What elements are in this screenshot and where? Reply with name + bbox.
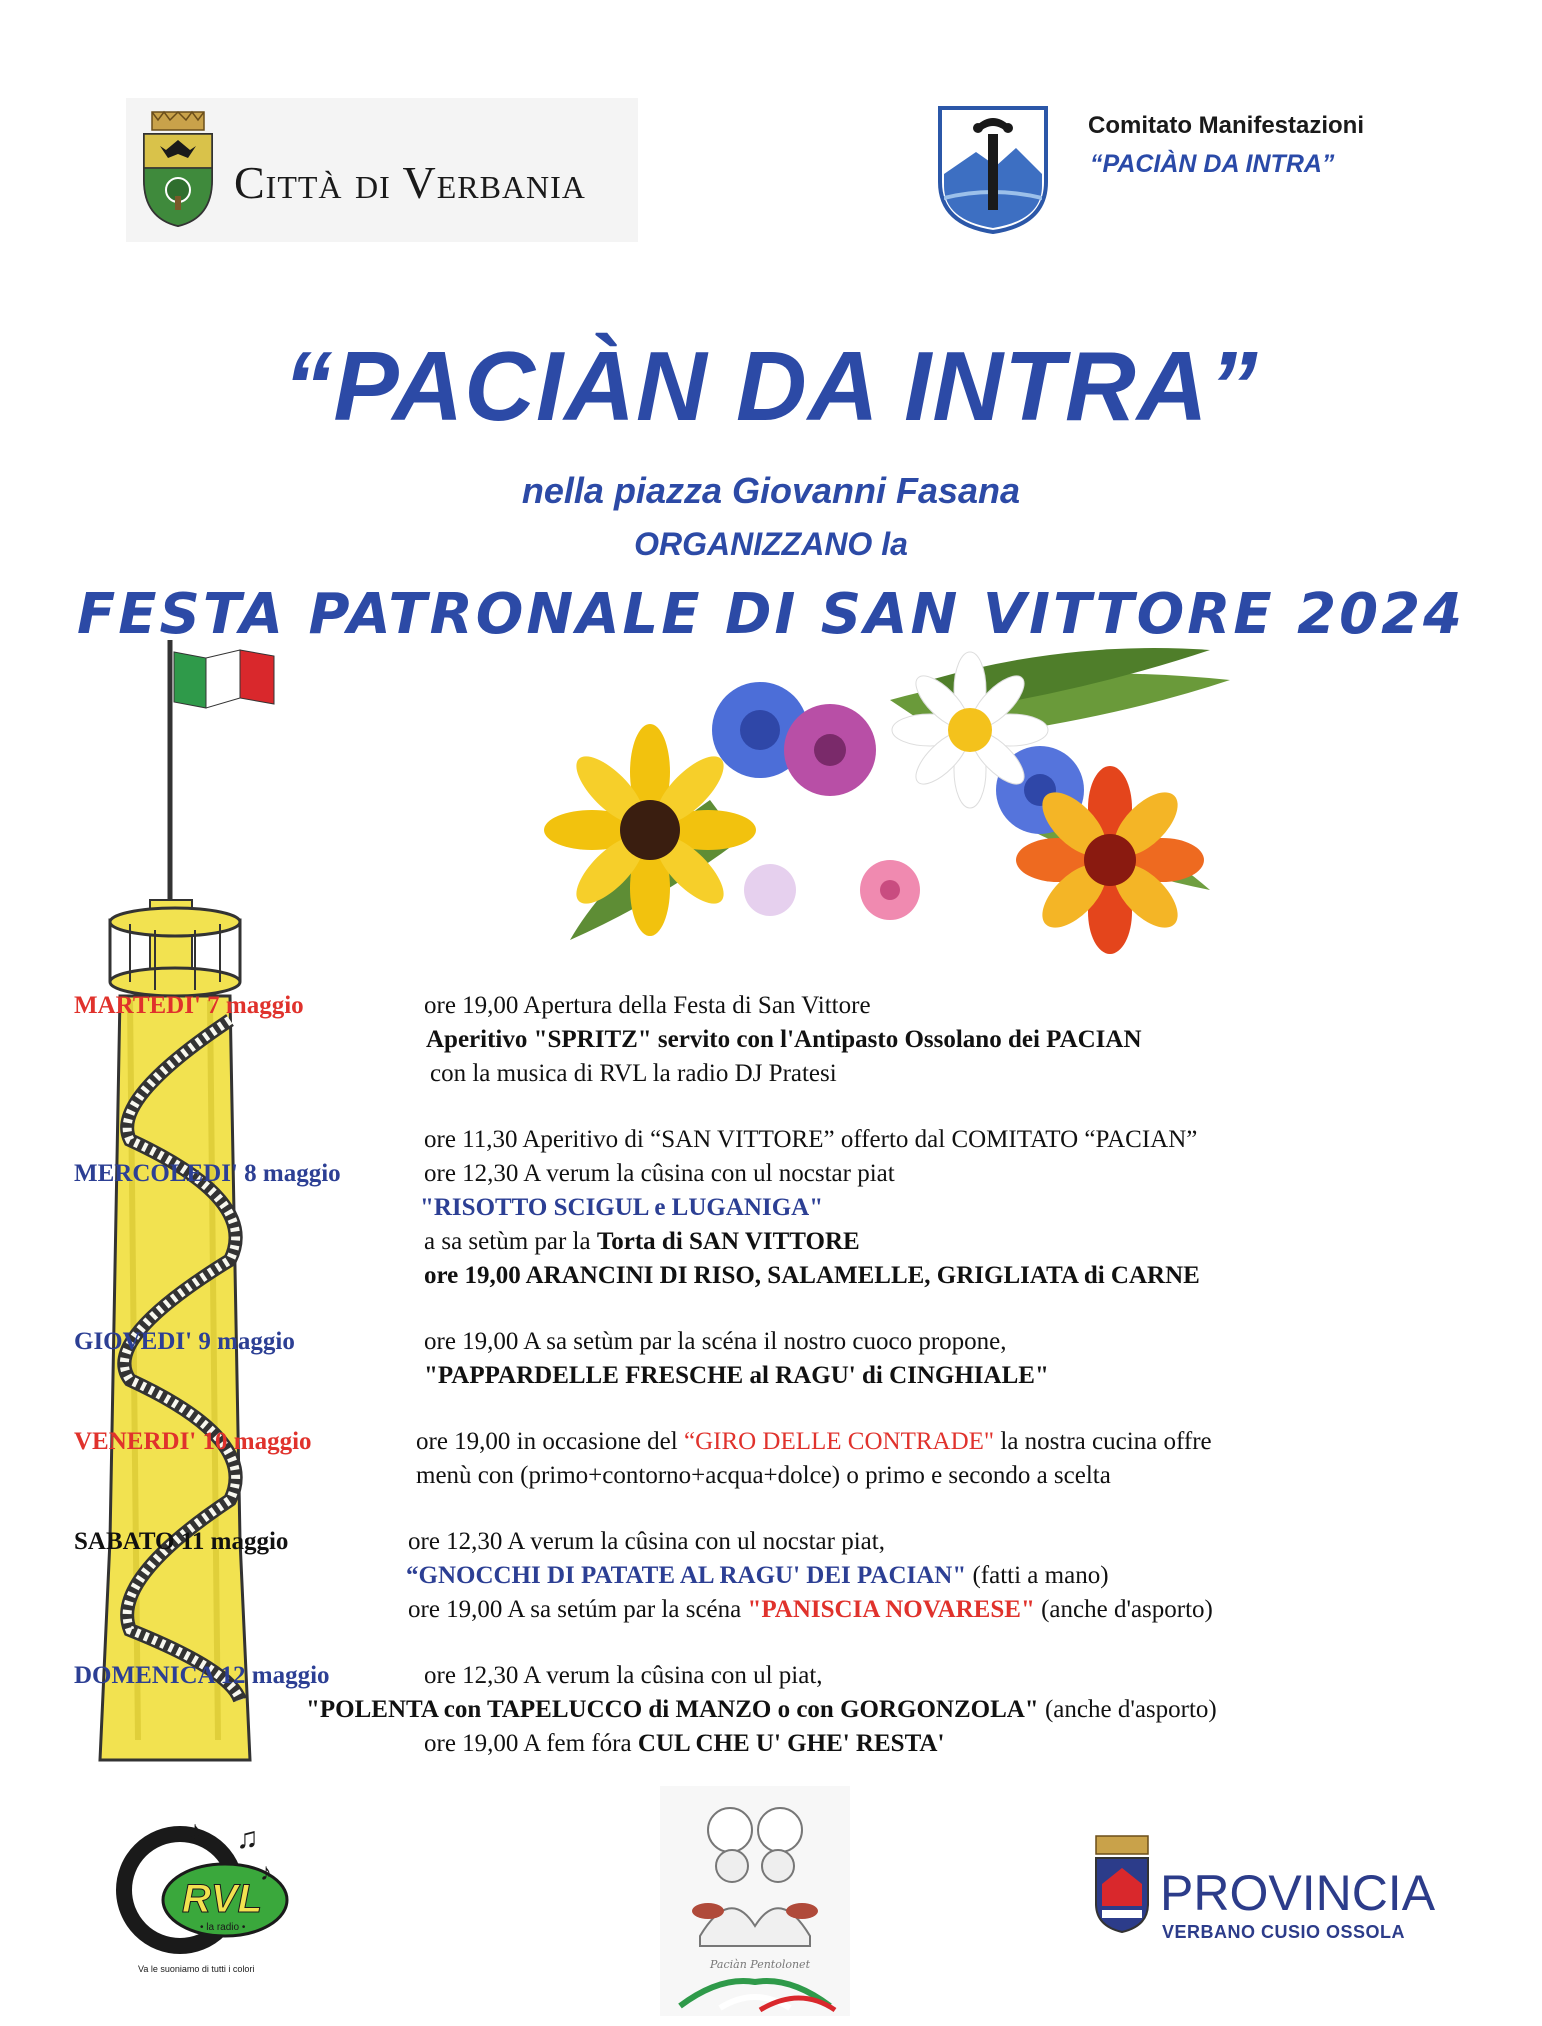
domenica-line1: ore 12,30 A verum la cûsina con ul piat,: [424, 1662, 823, 1689]
rvl-radio-logo: [110, 1800, 300, 1980]
day-domenica: DOMENICA 12 maggio: [74, 1662, 330, 1689]
festa-title: FESTA PATRONALE DI SAN VITTORE 2024: [76, 582, 1466, 647]
martedi-line2: Aperitivo "SPRITZ" servito con l'Antipasto Ossolano dei PACIAN: [426, 1026, 1142, 1053]
venerdi-giro-contrade: “GIRO DELLE CONTRADE": [683, 1428, 995, 1455]
domenica-line3-text: ore 19,00 A fem fóra: [424, 1730, 638, 1757]
venerdi-line1-end: la nostra cucina offre: [994, 1428, 1212, 1455]
giovedi-line1: ore 19,00 A sa setùm par la scéna il nostro cuoco propone,: [424, 1328, 1007, 1355]
venerdi-line1: [416, 1428, 1212, 1456]
mercoledi-line3-text: a sa setùm par la: [424, 1228, 597, 1255]
tower-illustration: [90, 640, 330, 1790]
chef-hat-icon: [708, 1808, 752, 1852]
mercoledi-line0: ore 11,30 Aperitivo di “SAN VITTORE” offerto dal COMITATO “PACIAN”: [424, 1126, 1198, 1153]
chef-logo: [660, 1786, 850, 2016]
mercoledi-line3: [424, 1228, 860, 1256]
venerdi-line2: menù con (primo+contorno+acqua+dolce) o primo e secondo a scelta: [416, 1462, 1111, 1489]
city-name: Città di Verbania: [234, 157, 586, 208]
domenica-dish: "POLENTA con TAPELUCCO di MANZO o con GORGONZOLA": [306, 1696, 1039, 1723]
mercoledi-line4: ore 19,00 ARANCINI DI RISO, SALAMELLE, GRIGLIATA di CARNE: [424, 1262, 1200, 1289]
sabato-paniscia: "PANISCIA NOVARESE": [747, 1596, 1035, 1623]
sabato-line3-text: ore 19,00 A sa setúm par la scéna: [408, 1596, 748, 1623]
day-martedi: MARTEDI' 7 maggio: [74, 992, 304, 1019]
sabato-line3-note: (anche d'asporto): [1034, 1596, 1213, 1623]
comitato-crest-icon: [936, 104, 1050, 234]
main-title: “PACIÀN DA INTRA”: [283, 331, 1259, 441]
day-sabato: SABATO 11 maggio: [74, 1528, 289, 1555]
day-giovedi: GIOVEDI' 9 maggio: [74, 1328, 295, 1355]
rvl-sub: • la radio •: [200, 1922, 246, 1933]
provincia-name: PROVINCIA: [1160, 1865, 1436, 1921]
sabato-dish-note: (fatti a mano): [966, 1562, 1109, 1589]
mercoledi-dish: "RISOTTO SCIGUL e LUGANIGA": [420, 1194, 824, 1221]
mercoledi-torta: Torta di SAN VITTORE: [596, 1228, 860, 1255]
martedi-line3: con la musica di RVL la radio DJ Pratesi: [430, 1060, 837, 1087]
domenica-resta: CUL CHE U' GHE' RESTA': [637, 1730, 945, 1757]
domenica-dish-note: (anche d'asporto): [1038, 1696, 1217, 1723]
subtitle-location: nella piazza Giovanni Fasana: [521, 470, 1021, 511]
venerdi-line1-text: ore 19,00 in occasione del: [416, 1428, 684, 1455]
domenica-line2: [306, 1696, 1217, 1724]
verbania-crest-icon: [138, 110, 218, 230]
committee-subname: “PACIÀN DA INTRA”: [1090, 150, 1335, 178]
svg-text:♪: ♪: [260, 1860, 272, 1886]
sabato-line3: [408, 1596, 1213, 1624]
chef-caption: Paciàn Pentolonet: [710, 1958, 810, 1971]
giovedi-dish: "PAPPARDELLE FRESCHE al RAGU' di CINGHIALE": [424, 1362, 1049, 1389]
rvl-tagline: Va le suoniamo di tutti i colori: [138, 1964, 255, 1974]
sabato-line2: [406, 1562, 1109, 1590]
provincia-crest-icon: [1092, 1834, 1152, 1934]
martedi-line1: ore 19,00 Apertura della Festa di San Vittore: [424, 992, 871, 1019]
provincia-sub: VERBANO CUSIO OSSOLA: [1162, 1922, 1406, 1942]
mercoledi-line1: ore 12,30 A verum la cûsina con ul nocstar piat: [424, 1160, 895, 1187]
sabato-dish: “GNOCCHI DI PATATE AL RAGU' DEI PACIAN": [406, 1562, 967, 1589]
committee-name: Comitato Manifestazioni: [1088, 112, 1365, 139]
italian-flag-icon: [174, 650, 274, 708]
music-note-icon: ♪: [188, 1816, 202, 1847]
verbania-logo: [126, 98, 638, 242]
flowers-illustration: [510, 640, 1230, 970]
sabato-line1: ore 12,30 A verum la cûsina con ul nocstar piat,: [408, 1528, 885, 1555]
rvl-label: RVL: [182, 1877, 262, 1921]
domenica-line3: [424, 1730, 944, 1758]
music-notes-icon: ♫: [236, 1822, 259, 1855]
subtitle-organize: ORGANIZZANO la: [634, 526, 908, 562]
day-mercoledi: MERCOLEDI' 8 maggio: [74, 1160, 341, 1187]
day-venerdi: VENERDI' 10 maggio: [74, 1428, 312, 1455]
